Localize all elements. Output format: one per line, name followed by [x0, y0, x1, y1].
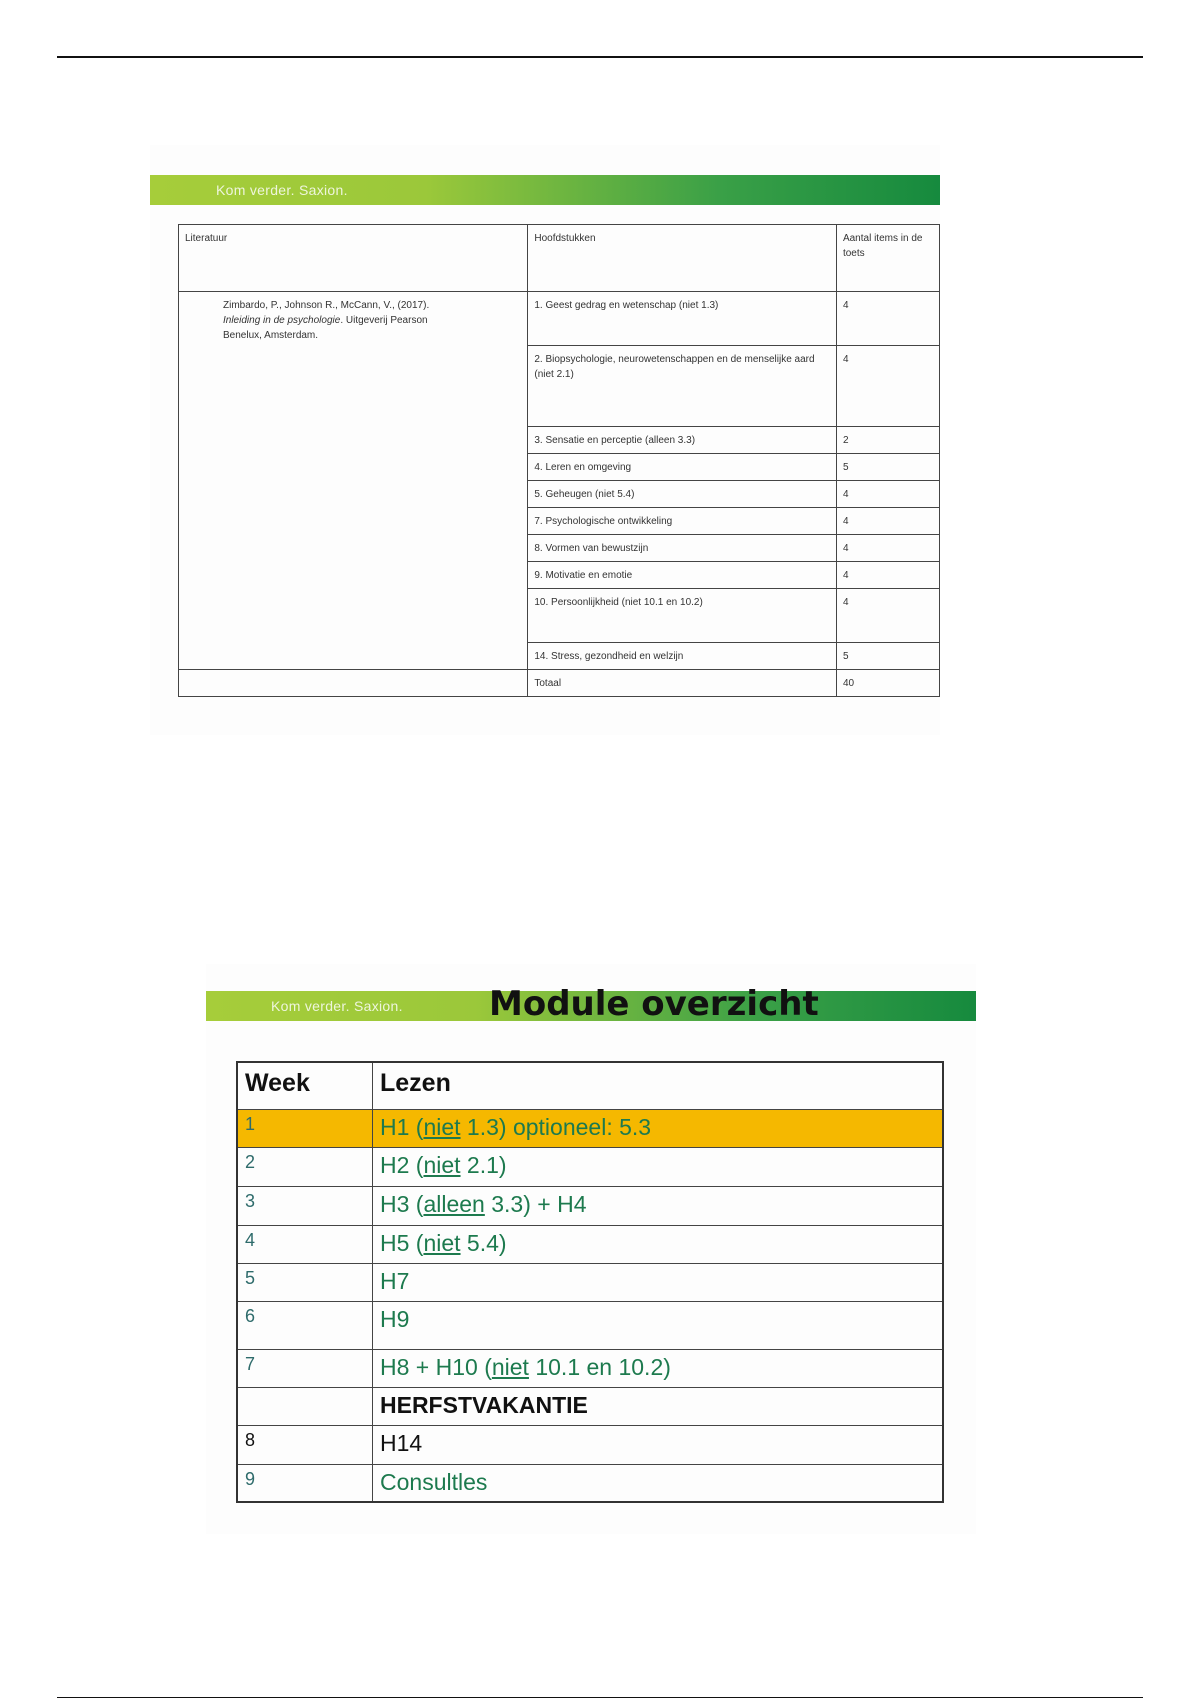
chapter-cell: 1. Geest gedrag en wetenschap (niet 1.3) — [528, 292, 837, 346]
table-row-highlighted — [237, 1109, 943, 1147]
total-value: 40 — [836, 670, 939, 697]
table-row — [179, 292, 940, 346]
saxion-banner — [206, 984, 976, 1024]
week-cell: 7 — [237, 1349, 373, 1387]
header-aantal-items: Aantal items in de toets — [836, 225, 939, 292]
table-header-row — [179, 225, 940, 292]
literature-reference — [179, 292, 528, 670]
total-label: Totaal — [528, 670, 837, 697]
chapter-cell: 2. Biopsychologie, neurowetenschappen en de menselijke aard (niet 2.1) — [528, 346, 837, 427]
empty-cell — [179, 670, 528, 697]
table-row — [237, 1464, 943, 1502]
reading-cell: Consultles — [373, 1464, 944, 1502]
chapter-cell: 7. Psychologische ontwikkeling — [528, 508, 837, 535]
week-cell: 3 — [237, 1186, 373, 1225]
header-hoofdstukken: Hoofdstukken — [528, 225, 837, 292]
reading-cell: H5 (niet 5.4) — [373, 1225, 944, 1263]
banner-slogan: Kom verder. Saxion. — [216, 182, 348, 198]
header-literatuur: Literatuur — [179, 225, 528, 292]
top-rule — [57, 56, 1143, 58]
holiday-cell: HERFSTVAKANTIE — [373, 1387, 944, 1425]
chapter-cell: 5. Geheugen (niet 5.4) — [528, 481, 837, 508]
reading-cell: H1 (niet 1.3) optioneel: 5.3 — [373, 1109, 944, 1147]
chapter-cell: 14. Stress, gezondheid en welzijn — [528, 643, 837, 670]
items-cell: 5 — [836, 454, 939, 481]
chapter-cell: 10. Persoonlijkheid (niet 10.1 en 10.2) — [528, 589, 837, 643]
items-cell: 2 — [836, 427, 939, 454]
items-cell: 4 — [836, 508, 939, 535]
reading-cell: H9 — [373, 1301, 944, 1349]
week-cell: 5 — [237, 1263, 373, 1301]
reading-cell: H3 (alleen 3.3) + H4 — [373, 1186, 944, 1225]
table-row — [237, 1225, 943, 1263]
header-week: Week — [237, 1062, 373, 1109]
chapter-cell: 9. Motivatie en emotie — [528, 562, 837, 589]
items-cell: 4 — [836, 481, 939, 508]
week-cell: 2 — [237, 1147, 373, 1186]
week-cell: 9 — [237, 1464, 373, 1502]
week-cell: 6 — [237, 1301, 373, 1349]
table-row — [237, 1349, 943, 1387]
table-row — [237, 1387, 943, 1425]
week-cell: 1 — [237, 1109, 373, 1147]
table-row — [237, 1301, 943, 1349]
literature-table — [178, 224, 940, 697]
chapter-cell: 3. Sensatie en perceptie (alleen 3.3) — [528, 427, 837, 454]
items-cell: 4 — [836, 535, 939, 562]
week-cell: 8 — [237, 1425, 373, 1464]
reading-cell: H8 + H10 (niet 10.1 en 10.2) — [373, 1349, 944, 1387]
table-row — [237, 1263, 943, 1301]
chapter-cell: 8. Vormen van bewustzijn — [528, 535, 837, 562]
saxion-banner — [150, 175, 940, 205]
bottom-rule — [57, 1697, 1143, 1698]
reference-location: Benelux, Amsterdam. — [223, 330, 319, 341]
items-cell: 4 — [836, 589, 939, 643]
items-cell: 4 — [836, 346, 939, 427]
table-row — [237, 1186, 943, 1225]
reading-cell: H7 — [373, 1263, 944, 1301]
week-cell: 4 — [237, 1225, 373, 1263]
header-lezen: Lezen — [373, 1062, 944, 1109]
total-row — [179, 670, 940, 697]
table-header-row — [237, 1062, 943, 1109]
module-schedule-table — [236, 1061, 944, 1503]
slide-literature — [150, 145, 940, 735]
slide-title: Module overzicht — [489, 984, 819, 1024]
reading-cell: H14 — [373, 1425, 944, 1464]
banner-slogan: Kom verder. Saxion. — [271, 998, 403, 1014]
items-cell: 4 — [836, 292, 939, 346]
slide-module-overview — [206, 964, 976, 1534]
chapter-cell: 4. Leren en omgeving — [528, 454, 837, 481]
table-row — [237, 1147, 943, 1186]
items-cell: 4 — [836, 562, 939, 589]
reference-publisher: . Uitgeverij Pearson — [340, 315, 428, 326]
table-row — [237, 1425, 943, 1464]
reference-authors: Zimbardo, P., Johnson R., McCann, V., (2017). — [223, 300, 430, 311]
reference-title: Inleiding in de psychologie — [223, 315, 341, 326]
items-cell: 5 — [836, 643, 939, 670]
week-cell-empty — [237, 1387, 373, 1425]
reading-cell: H2 (niet 2.1) — [373, 1147, 944, 1186]
